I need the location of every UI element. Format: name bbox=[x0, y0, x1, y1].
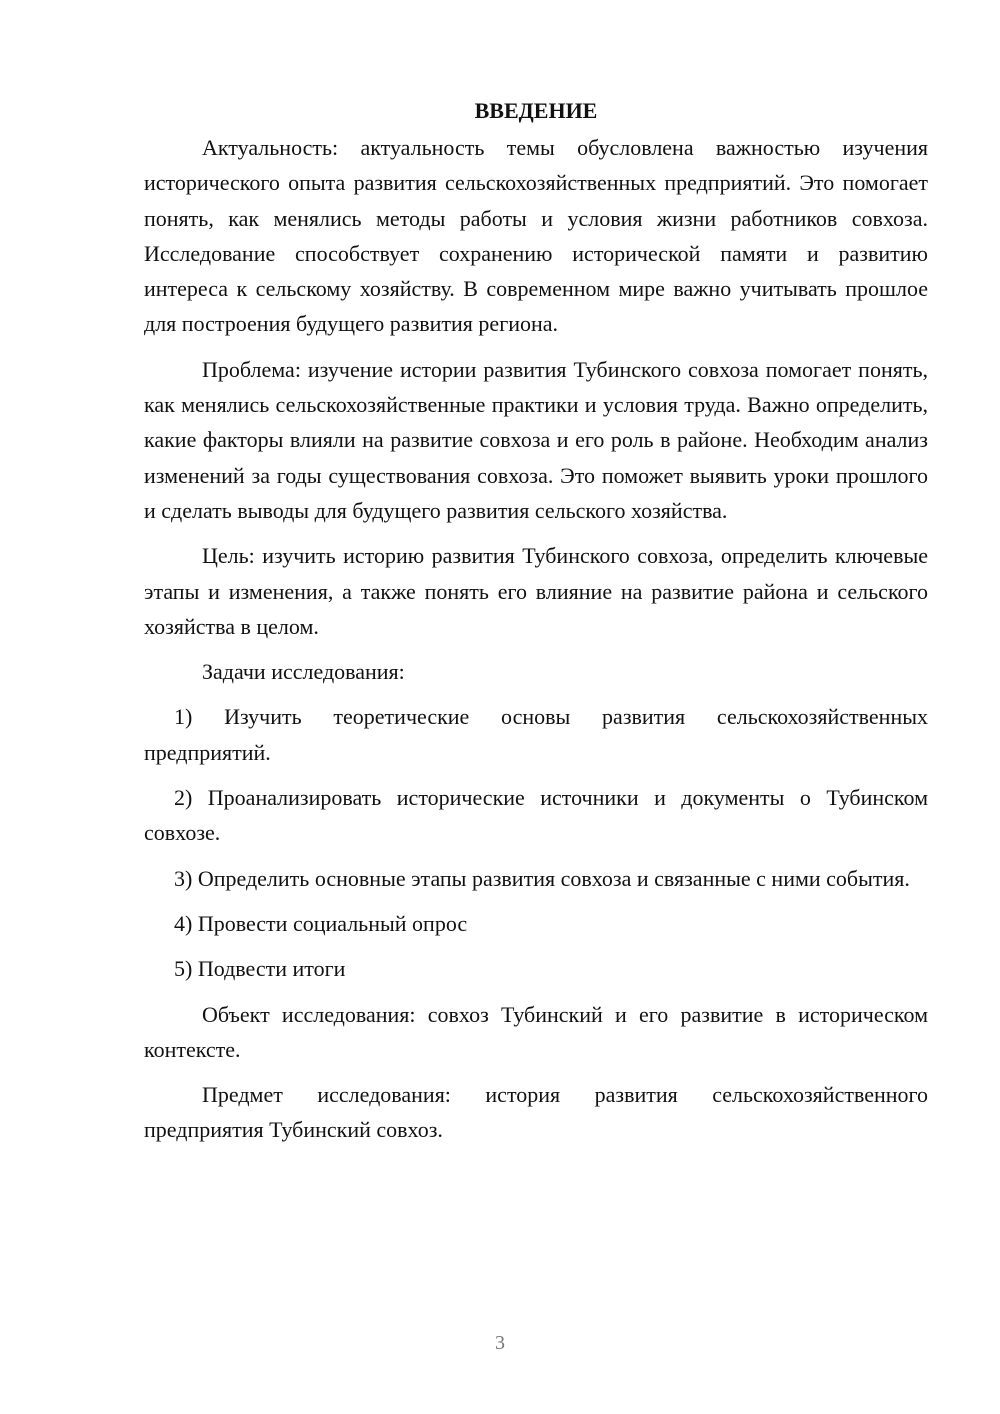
task-item-4: 4) Провести социальный опрос bbox=[174, 910, 468, 936]
task-item-3: 3) Определить основные этапы развития совхоза и связанные с ними события. bbox=[174, 865, 910, 891]
problem-paragraph: Проблема: изучение истории развития Тубинского совхоза помогает понять, как менялись сельскохозяйственные практики и условия труда. Важно определить, какие факторы влияли на развитие совхоза и его роль в районе. Необходим анализ изменений за годы существования совхоза. Это поможет выявить уроки прошлого и сделать выводы для будущего развития сельского хозяйства. bbox=[144, 356, 928, 523]
page-content bbox=[144, 96, 928, 1148]
task-item-2: 2) Проанализировать исторические источники и документы о Тубинском совхозе. bbox=[144, 785, 928, 846]
subject-paragraph: Предмет исследования: история развития сельскохозяйственного предприятия Тубинский совхоз. bbox=[144, 1082, 928, 1143]
goal-paragraph: Цель: изучить историю развития Тубинского совхоза, определить ключевые этапы и изменения, а также понять его влияние на развитие района и сельского хозяйства в целом. bbox=[144, 543, 928, 639]
section-title: ВВЕДЕНИЕ bbox=[474, 98, 598, 123]
tasks-heading: Задачи исследования: bbox=[202, 659, 405, 685]
page-number: 3 bbox=[495, 1332, 505, 1354]
task-item-5: 5) Подвести итоги bbox=[174, 956, 346, 982]
task-item-1: 1) Изучить теоретические основы развития сельскохозяйственных предприятий. bbox=[144, 704, 928, 765]
object-paragraph: Объект исследования: совхоз Тубинский и его развитие в историческом контексте. bbox=[144, 1001, 928, 1062]
relevance-paragraph: Актуальность: актуальность темы обусловлена важностью изучения исторического опыта развития сельскохозяйственных предприятий. Это помогает понять, как менялись методы работы и условия жизни работников совхоза. Исследование способствует сохранению исторической памяти и развитию интереса к сельскому хозяйству. В современном мире важно учитывать прошлое для построения будущего развития региона. bbox=[144, 135, 928, 337]
